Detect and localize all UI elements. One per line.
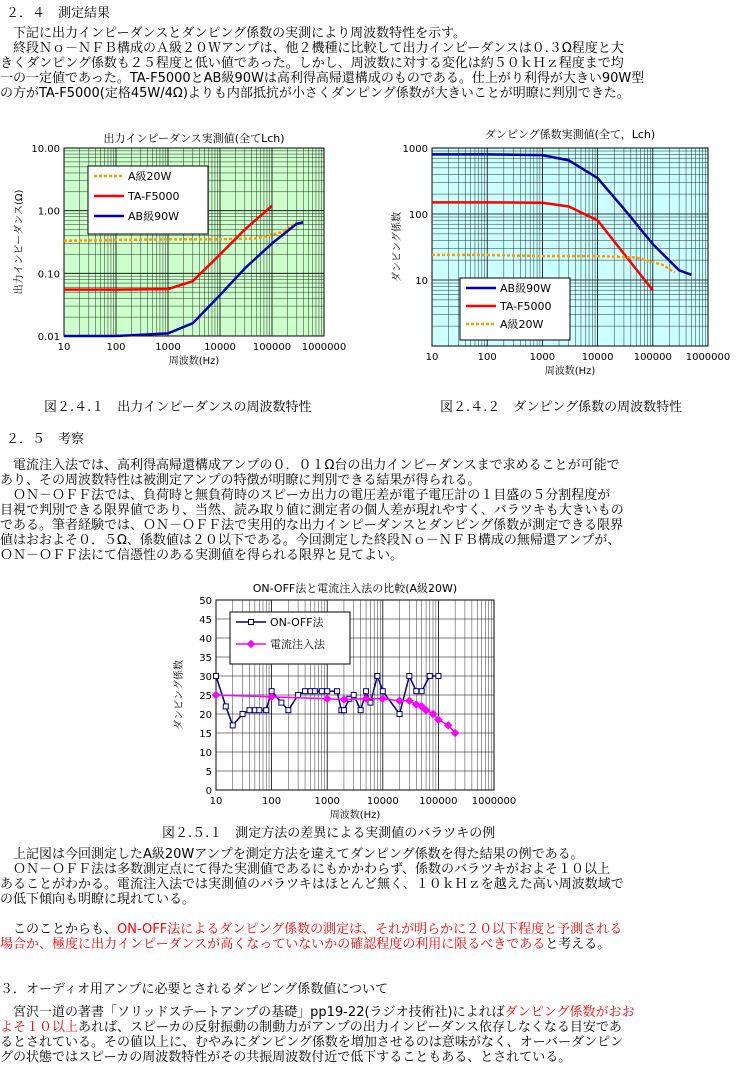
- section-2-4-heading: ２．４ 測定結果: [6, 6, 111, 21]
- x-tick-label: 100000: [419, 796, 458, 807]
- data-point: [407, 674, 412, 679]
- section-2-5-line: 電流注入法では、高利得高帰還構成アンプの０．０１Ω台の出力インピーダンスまで求めることが可能で: [0, 458, 620, 473]
- data-point: [375, 674, 380, 679]
- section-2-5-heading: ２．５ 考察: [6, 432, 85, 447]
- x-tick-label: 10: [425, 352, 439, 363]
- x-tick-label: 10: [57, 342, 71, 353]
- x-axis-label: 周波数(Hz): [544, 366, 596, 377]
- section-2-5-line: あり、その周波数特性は被測定アンプの特徴が明瞭に判別できる結果が得られる。: [0, 473, 481, 488]
- x-axis-label: 周波数(Hz): [168, 356, 220, 367]
- y-tick-label: 0.10: [37, 269, 60, 281]
- data-point: [427, 674, 432, 679]
- data-point: [325, 689, 330, 694]
- data-point: [247, 708, 252, 713]
- data-point: [214, 674, 219, 679]
- legend-label: 電流注入法: [270, 638, 325, 651]
- discussion-line: ＯＮ－ＯＦＦ法は多数測定点にて得た実測値であるにもかかわらず、係数のバラツキがおよそ１０以上: [0, 862, 610, 877]
- y-tick-label: 10.00: [31, 144, 60, 155]
- y-tick-label: 100: [408, 210, 428, 221]
- y-tick-label: 35: [199, 653, 212, 664]
- chart-title: 出力インピーダンス実測値(全てLch): [103, 132, 285, 145]
- y-axis-label: 出力インピーダンス(Ω): [14, 189, 25, 295]
- data-point: [351, 693, 356, 698]
- y-tick-label: 1000: [402, 144, 428, 155]
- data-point: [257, 708, 262, 713]
- x-axis-label: 周波数(Hz): [329, 810, 381, 820]
- section-2-4-line: 下記に出力インピーダンスとダンピング係数の実測により周波数特性を示す。: [0, 26, 467, 41]
- x-tick-label: 1000: [314, 796, 340, 807]
- x-tick-label: 1000: [529, 352, 556, 363]
- legend-label: A級20W: [500, 318, 544, 331]
- section-2-5-line: ＯＮ－ＯＦＦ法にて信憑性のある実測値を得られる限界と見てよい。: [0, 548, 404, 563]
- y-tick-label: 10: [415, 276, 428, 287]
- data-point: [319, 689, 324, 694]
- x-tick-label: 100: [477, 352, 497, 363]
- x-tick-label: 10000: [366, 796, 399, 807]
- legend-label: TA-F5000: [128, 190, 180, 203]
- section-2-5-line: ＯＮ－ＯＦＦ法では、負荷時と無負荷時のスピーカ出力の電圧差が電子電圧計の１目盛の５分割程度が: [0, 488, 611, 503]
- y-tick-label: 45: [199, 615, 212, 626]
- section-2-4-line: の方がTA-F5000(定格45W/4Ω)よりも内部抵抗が小さくダンピング係数が大きいことが明瞭に判別できた。: [0, 86, 630, 101]
- y-tick-label: 15: [199, 729, 212, 740]
- legend-label: AB級90W: [128, 210, 179, 223]
- x-tick-label: 10: [209, 796, 223, 807]
- x-tick-label: 10000: [581, 352, 614, 363]
- data-point: [380, 689, 385, 694]
- data-point: [279, 700, 284, 705]
- section-2-4-line: きくダンピング係数も２５程度と低い値であった。しかし、周波数に対する変化は約５０ｋＨｚ程度まで均: [0, 56, 624, 71]
- data-point: [223, 704, 228, 709]
- section-2-4-line: 一の一定値であった。TA-F5000とAB級90Wは高利得高帰還構成のものである。仕上がり利得が大きい90W型: [0, 71, 645, 86]
- fig-2-4-1-caption: 図２.４.１ 出力インピーダンスの周波数特性: [44, 400, 312, 415]
- x-tick-label: 1000: [155, 342, 181, 353]
- data-point: [368, 700, 373, 705]
- legend-label: TA-F5000: [500, 300, 552, 313]
- data-point: [419, 689, 424, 694]
- data-point: [303, 689, 308, 694]
- x-tick-label: 100000: [252, 342, 292, 353]
- section-3-line-2: よそ１０以上あれば、スピーカの反射振動の制動力がアンプの出力インピーダンス依存しなくなる目安であ: [0, 1020, 622, 1035]
- conclusion-line-2: 場合か、極度に出力インピーダンスが高くなっていないかの確認程度の利用に限るべきであると考える。: [0, 937, 611, 952]
- section-2-4-line: 終段Ｎｏ－ＮＦＢ構成のＡ級２０Ｗアンプは、他２機種に比較して出力インピーダンスは０.３Ω程度と大: [0, 41, 624, 56]
- section-3-heading: ３．オーディオ用アンプに必要とされるダンピング係数値について: [0, 982, 389, 997]
- legend-label: ON-OFF法: [270, 616, 324, 629]
- data-point: [264, 708, 269, 713]
- data-point: [397, 712, 402, 717]
- y-axis-label: ダンピング係数: [392, 212, 403, 282]
- legend-label: AB級90W: [500, 282, 551, 295]
- data-point: [312, 689, 317, 694]
- data-point: [364, 689, 369, 694]
- x-tick-label: 1000000: [301, 342, 347, 353]
- y-tick-label: 20: [199, 710, 212, 721]
- x-tick-label: 10000: [204, 342, 236, 353]
- method-comparison-chart: [168, 580, 548, 820]
- legend-marker: [249, 620, 254, 625]
- section-3-line-1: 宮沢一道の著書「ソリッドステートアンプの基礎」pp19-22(ラジオ技術社)によればダンピング係数がおお: [0, 1005, 635, 1020]
- x-tick-label: 1000000: [471, 796, 517, 807]
- y-tick-label: 25: [199, 691, 212, 702]
- section-3-line-3: るとされている。その値以上に、むやみにダンピング係数を増加させるのは意味がなく、オーバーダンピン: [0, 1035, 624, 1050]
- y-tick-label: 10: [199, 748, 212, 759]
- y-tick-label: 0.01: [37, 332, 60, 343]
- section-2-5-line: 値はおおよそ０．５Ω、係数値は２０以下である。今回測定した終段Ｎｏ－ＮＦＢ構成の無帰還アンプが、: [0, 533, 621, 548]
- data-point: [414, 689, 419, 694]
- data-point: [358, 708, 363, 713]
- conclusion-line-1: このことからも、ON-OFF法によるダンピング係数の測定は、それが明らかに２０以下程度と予測される: [0, 922, 623, 937]
- discussion-line: の低下傾向も明瞭に現れている。: [0, 892, 196, 907]
- data-point: [296, 693, 301, 698]
- section-3-line-4: グの状態ではスピーカの周波数特性がその共振周波数付近で低下することもある、とされている。: [0, 1050, 572, 1065]
- legend-label: A級20W: [128, 170, 172, 183]
- y-axis-label: ダンピング係数: [174, 660, 185, 730]
- x-tick-label: 100: [106, 342, 126, 353]
- data-point: [341, 708, 346, 713]
- y-tick-label: 1.00: [37, 206, 60, 218]
- y-tick-label: 50: [199, 596, 212, 607]
- data-point: [240, 712, 245, 717]
- data-point: [286, 708, 291, 713]
- y-tick-label: 40: [199, 634, 212, 645]
- section-2-5-line: である。筆者経験では、ＯＮ－ＯＦＦ法で実用的な出力インピーダンスとダンピング係数が測定できる限界: [0, 518, 624, 533]
- chart-title: ダンピング係数実測値(全て，Lch): [484, 128, 656, 141]
- fig-2-5-1-caption: 図２.５.１ 測定方法の差異による実測値のバラツキの例: [162, 826, 496, 841]
- data-point: [436, 674, 441, 679]
- discussion-line: あることがわかる。電流注入法では実測値のバラツキはほとんど無く、１０ｋＨｚを越えた高い周波数域で: [0, 877, 624, 892]
- data-point: [334, 689, 339, 694]
- x-tick-label: 1000000: [685, 352, 731, 363]
- chart-title: ON-OFF法と電流注入法の比較(A級20W): [252, 582, 458, 595]
- output-impedance-chart: [8, 128, 368, 390]
- fig-2-4-2-caption: 図２.４.２ ダンピング係数の周波数特性: [440, 400, 683, 415]
- damping-factor-chart: [384, 128, 744, 390]
- y-tick-label: 30: [199, 672, 212, 683]
- y-tick-label: 5: [205, 767, 212, 778]
- x-tick-label: 100: [262, 796, 282, 807]
- data-point: [230, 723, 235, 728]
- x-tick-label: 100000: [633, 352, 672, 363]
- y-tick-label: 0: [205, 786, 212, 797]
- section-2-5-line: 目視で判別できる限界値であり、当然、読み取り値に測定者の個人差が現れやすく、バラツキも大きいもの: [0, 503, 624, 518]
- discussion-line: 上記図は今回測定したA級20Wアンプを測定方法を違えてダンピング係数を得た結果の例である。: [0, 847, 584, 862]
